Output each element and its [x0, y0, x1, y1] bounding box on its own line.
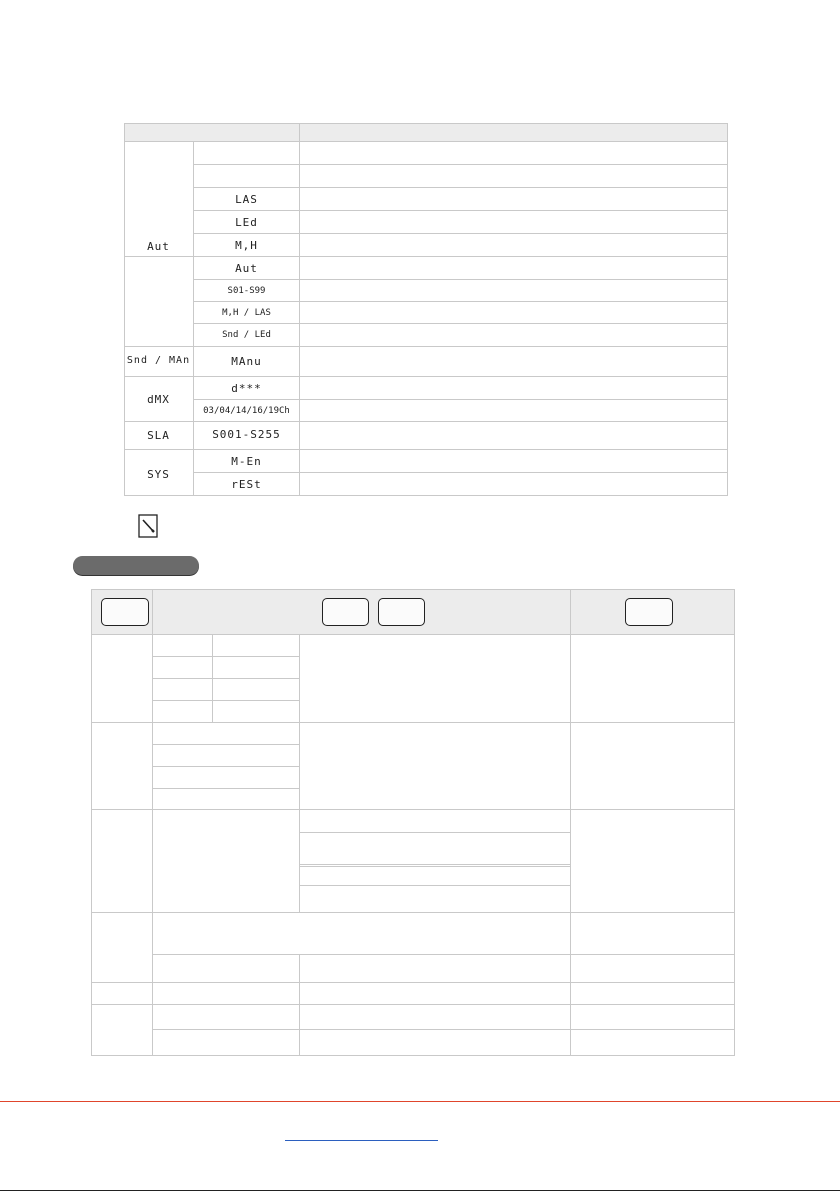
sub-code-s01-s99: S01-S99: [227, 286, 266, 296]
sub-code-m-en: M-En: [231, 454, 262, 468]
sub-code-s001-s255: S001-S255: [212, 427, 281, 441]
group-code-sla: SLA: [147, 428, 170, 442]
key-enter-button: [625, 598, 673, 626]
footer-divider: [0, 1101, 840, 1102]
sub-code-d-stars: d***: [231, 381, 262, 395]
note-icon: [137, 514, 161, 538]
sub-code-led: LEd: [235, 215, 258, 229]
group-code-sys: SYS: [147, 467, 170, 481]
section-heading-label: [73, 560, 83, 572]
button-table: [91, 589, 735, 1056]
menu-table: [124, 123, 728, 496]
sub-code-manu: MAnu: [231, 354, 262, 368]
group-code-snd-man: Snd / MAn: [126, 355, 191, 366]
key-menu-button: [101, 598, 149, 626]
sub-code: [194, 165, 299, 187]
group-code-dmx: dMX: [147, 392, 170, 406]
sub-code-mh: M,H: [235, 238, 258, 252]
section-heading-pill: [73, 556, 199, 575]
sub-code-rest: rESt: [231, 477, 262, 491]
group-code-aut: Aut: [147, 239, 170, 253]
sub-code-aut: Aut: [235, 261, 258, 275]
sub-code: [194, 142, 299, 164]
menu-table-header: [124, 123, 728, 141]
key-down-button: [378, 598, 425, 626]
footer-bottom-divider: [0, 1190, 840, 1191]
sub-code-mh-las: M,H / LAS: [222, 308, 271, 318]
footer-link[interactable]: [285, 1140, 438, 1141]
key-up-button: [322, 598, 369, 626]
sub-code-snd-led: Snd / LEd: [222, 330, 271, 340]
sub-code-channels: 03/04/14/16/19Ch: [203, 406, 290, 416]
sub-code-las: LAS: [235, 192, 258, 206]
